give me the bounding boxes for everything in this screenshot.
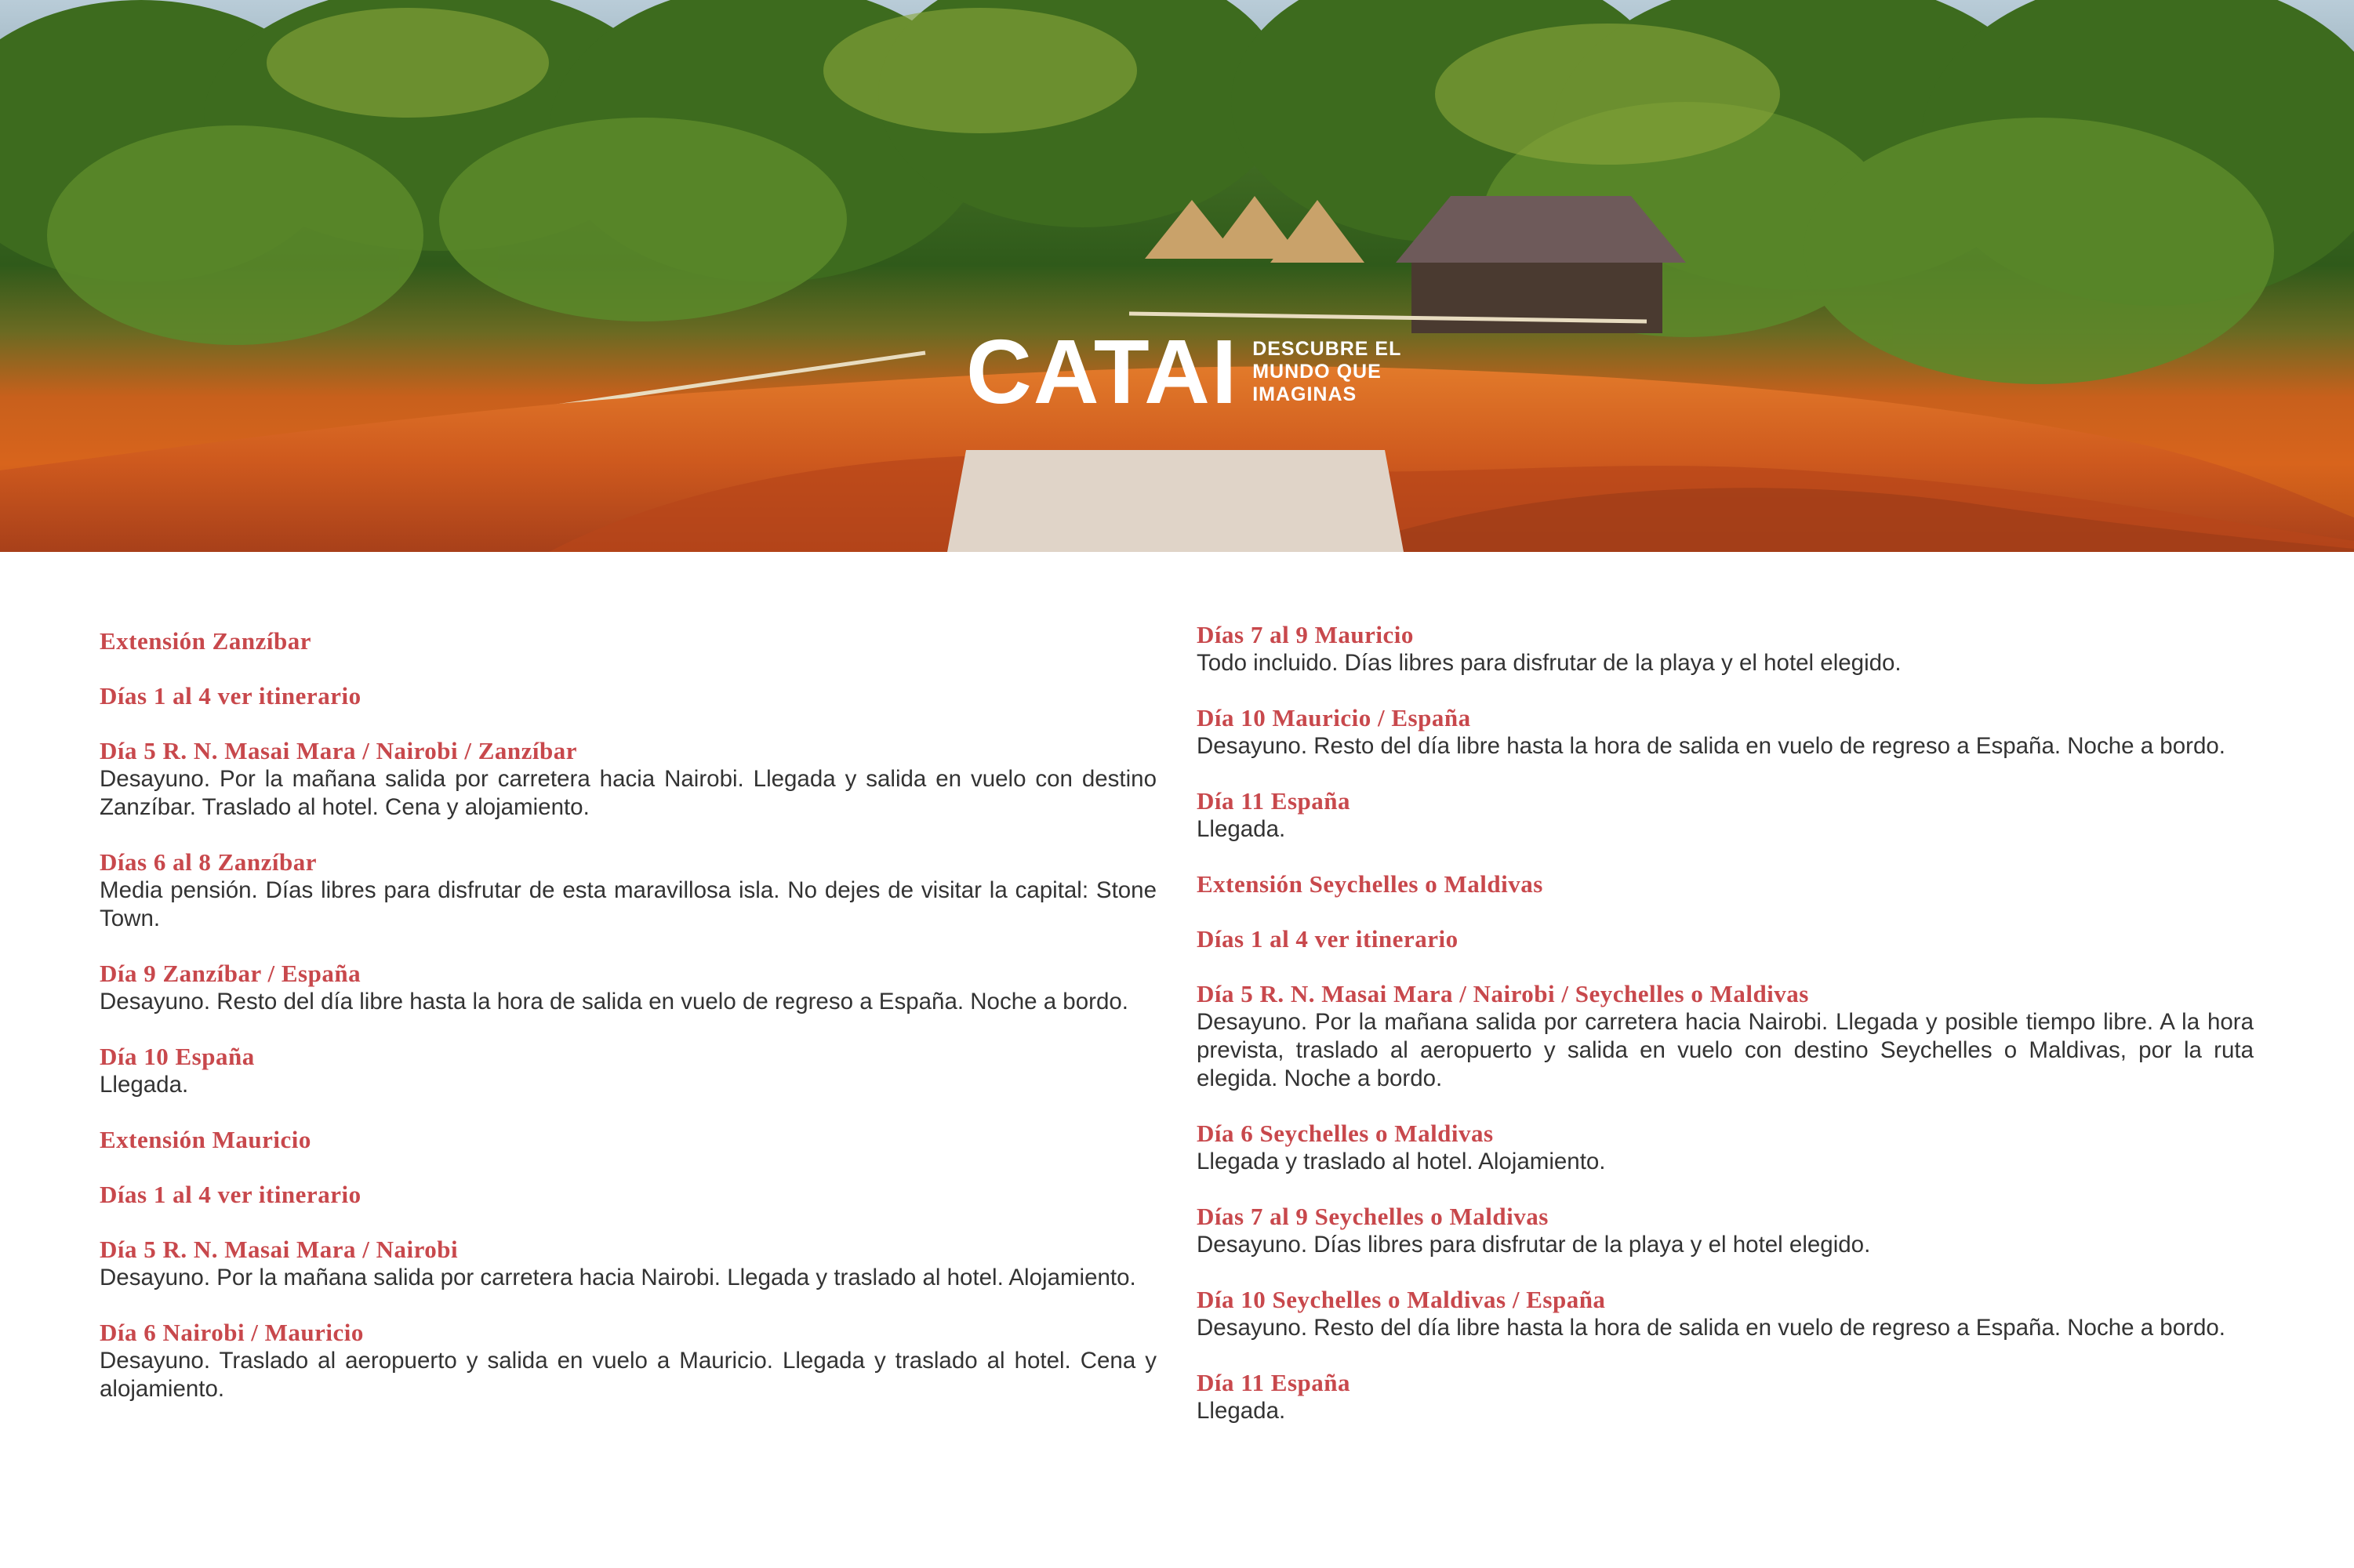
- itinerary-entry: [1197, 870, 2254, 898]
- day-heading: Día 9 Zanzíbar / España: [100, 960, 361, 987]
- day-heading: Días 7 al 9 Seychelles o Maldivas: [1197, 1203, 1549, 1230]
- day-description: Llegada.: [1197, 1398, 1286, 1424]
- day-description: Llegada.: [100, 1072, 189, 1098]
- itinerary-left-column: [100, 627, 1157, 1430]
- day-description: Desayuno. Días libres para disfrutar de la playa y el hotel elegido.: [1197, 1232, 1871, 1258]
- day-description: Llegada y traslado al hotel. Alojamiento.: [1197, 1149, 1606, 1174]
- tagline-line: IMAGINAS: [1252, 383, 1357, 405]
- itinerary-entry: [100, 960, 1157, 1016]
- day-heading: Días 1 al 4 ver itinerario: [100, 1181, 361, 1208]
- day-heading: Día 10 Seychelles o Maldivas / España: [1197, 1286, 1606, 1313]
- itinerary-entry: [1197, 621, 2254, 677]
- day-heading: Día 11 España: [1197, 1369, 1351, 1396]
- itinerary-entry: [1197, 925, 2254, 953]
- day-heading: Días 7 al 9 Mauricio: [1197, 621, 1414, 648]
- tagline-line: DESCUBRE EL: [1252, 337, 1402, 360]
- day-description: Desayuno. Traslado al aeropuerto y salida en vuelo a Mauricio. Llegada y traslado al hotel. Cena y alojamiento.: [100, 1348, 1157, 1402]
- day-heading: Día 6 Nairobi / Mauricio: [100, 1319, 364, 1346]
- day-description: Llegada.: [1197, 816, 1286, 842]
- day-description: Todo incluido. Días libres para disfrutar de la playa y el hotel elegido.: [1197, 650, 1902, 676]
- itinerary-entry: [1197, 1286, 2254, 1342]
- day-heading: Día 10 España: [100, 1043, 255, 1070]
- section-heading: Extensión Zanzíbar: [100, 627, 311, 655]
- itinerary-entry: [100, 1319, 1157, 1403]
- itinerary-entry: [1197, 1120, 2254, 1176]
- day-heading: Días 1 al 4 ver itinerario: [100, 682, 361, 710]
- day-description: Desayuno. Resto del día libre hasta la hora de salida en vuelo de regreso a España. Noche a bordo.: [100, 989, 1128, 1014]
- day-heading: Día 6 Seychelles o Maldivas: [1197, 1120, 1494, 1147]
- day-description: Desayuno. Por la mañana salida por carretera hacia Nairobi. Llegada y posible tiempo libre. A la hora prevista, traslado al aeropuerto y salida en vuelo con destino Seychelles o Maldivas, por la ruta elegida. Noche a bordo.: [1197, 1009, 2254, 1091]
- day-description: Desayuno. Resto del día libre hasta la hora de salida en vuelo de regreso a España. Noche a bordo.: [1197, 733, 2225, 759]
- itinerary-entry: [1197, 787, 2254, 844]
- itinerary-entry: [100, 627, 1157, 655]
- day-heading: Día 10 Mauricio / España: [1197, 704, 1471, 731]
- day-heading: Días 1 al 4 ver itinerario: [1197, 925, 1459, 953]
- day-heading: Día 5 R. N. Masai Mara / Nairobi / Zanzíbar: [100, 737, 578, 764]
- day-description: Desayuno. Por la mañana salida por carretera hacia Nairobi. Llegada y salida en vuelo con destino Zanzíbar. Traslado al hotel. Cena y alojamiento.: [100, 766, 1157, 820]
- itinerary-entry: [100, 1236, 1157, 1292]
- logo-tagline: [1252, 338, 1401, 406]
- day-description: Media pensión. Días libres para disfrutar de esta maravillosa isla. No dejes de visitar la capital: Stone Town.: [100, 877, 1157, 931]
- itinerary-entry: [100, 1181, 1157, 1209]
- section-heading: Extensión Seychelles o Maldivas: [1197, 870, 1543, 898]
- hero-photo: [0, 0, 2354, 552]
- day-heading: Día 5 R. N. Masai Mara / Nairobi / Seychelles o Maldivas: [1197, 980, 1809, 1007]
- day-description: Desayuno. Resto del día libre hasta la hora de salida en vuelo de regreso a España. Noche a bordo.: [1197, 1315, 2225, 1341]
- itinerary-entry: [100, 1126, 1157, 1154]
- catai-logo: [966, 321, 1402, 423]
- day-heading: Día 5 R. N. Masai Mara / Nairobi: [100, 1236, 459, 1263]
- day-heading: Día 11 España: [1197, 787, 1351, 815]
- itinerary-right-column: [1197, 621, 2254, 1452]
- day-heading: Días 6 al 8 Zanzíbar: [100, 848, 317, 876]
- itinerary-entry: [100, 848, 1157, 933]
- itinerary-entry: [100, 682, 1157, 710]
- day-description: Desayuno. Por la mañana salida por carretera hacia Nairobi. Llegada y traslado al hotel. Alojamiento.: [100, 1265, 1136, 1290]
- section-heading: Extensión Mauricio: [100, 1126, 311, 1153]
- itinerary-entry: [1197, 980, 2254, 1093]
- tagline-line: MUNDO QUE: [1252, 360, 1382, 383]
- logo-wordmark: CATAI: [966, 321, 1239, 423]
- itinerary-entry: [1197, 1203, 2254, 1259]
- itinerary-entry: [1197, 704, 2254, 760]
- itinerary-entry: [100, 1043, 1157, 1099]
- beige-tab-shape: [947, 450, 1404, 552]
- itinerary-entry: [100, 737, 1157, 822]
- itinerary-entry: [1197, 1369, 2254, 1425]
